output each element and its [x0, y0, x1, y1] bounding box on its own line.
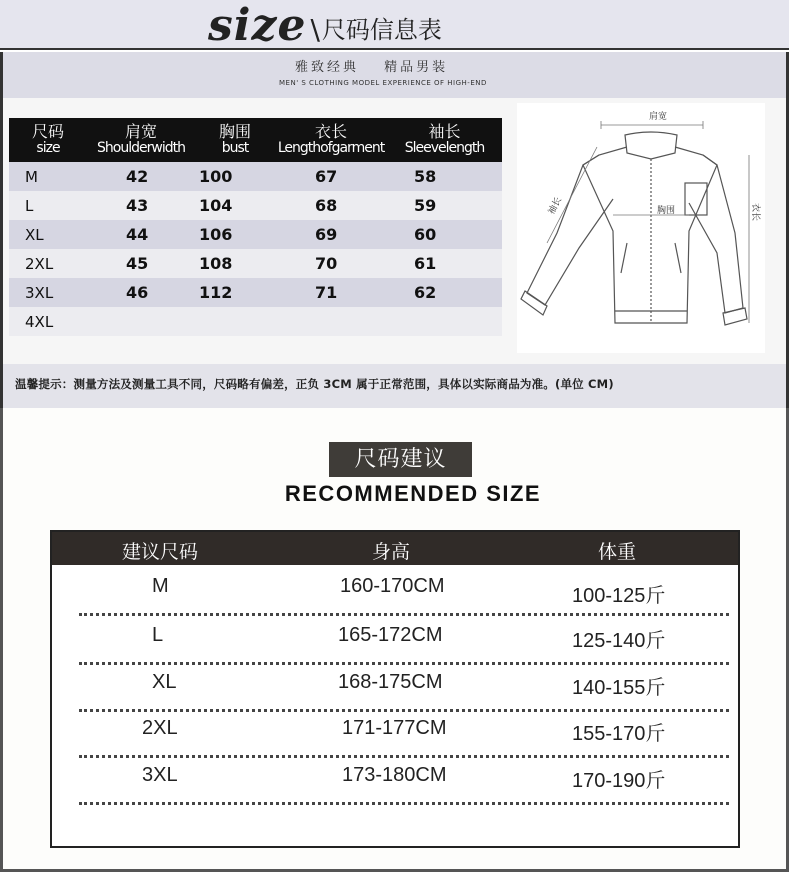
- recommend-table: [50, 530, 740, 848]
- cell-size: 3XL: [25, 283, 54, 302]
- row-divider: [79, 755, 729, 758]
- table-row: [9, 278, 502, 307]
- cell-sleeve: 58: [414, 167, 437, 186]
- cell-shoulder: 46: [126, 283, 149, 302]
- subtitle-banner: [0, 52, 789, 98]
- header-sleeve-cn: 袖长: [428, 122, 461, 141]
- size-table-header: [9, 118, 502, 162]
- cell-size: L: [25, 196, 34, 215]
- table-row: [9, 162, 502, 191]
- cell-weight: 125-140斤: [572, 630, 666, 652]
- cell-bust: 100: [199, 167, 233, 186]
- header-sleeve: [387, 118, 502, 162]
- header-size: [9, 118, 87, 162]
- jacket-illustration: [517, 103, 765, 353]
- header-sleeve-en: Sleevelength: [404, 140, 485, 156]
- title-chinese: 尺码信息表: [321, 16, 442, 44]
- table-row: [52, 717, 738, 763]
- cell-length: 70: [315, 254, 338, 273]
- cell-sleeve: 62: [414, 283, 437, 302]
- cell-length: 71: [315, 283, 338, 302]
- cell-bust: 108: [199, 254, 233, 273]
- cell-size: XL: [152, 671, 177, 693]
- table-row: [9, 191, 502, 220]
- title-banner: [0, 0, 789, 50]
- size-table: [9, 118, 502, 336]
- header-bust-cn: 胸围: [218, 122, 251, 141]
- cell-size: XL: [25, 225, 44, 244]
- cell-height: 168-175CM: [338, 671, 443, 693]
- header-size-en: size: [36, 140, 60, 156]
- notice-banner: [0, 364, 789, 408]
- cell-length: 68: [315, 196, 338, 215]
- cell-size: 3XL: [142, 764, 178, 786]
- table-row: [9, 307, 502, 336]
- table-row: [52, 575, 738, 621]
- title-slash: \: [310, 13, 320, 46]
- header-length-en: Lengthofgarment: [277, 140, 385, 156]
- header-length-cn: 衣长: [314, 122, 347, 141]
- header-bust: [195, 118, 275, 162]
- cell-size: 2XL: [25, 254, 54, 273]
- header-shoulder: [87, 118, 195, 162]
- row-divider: [79, 709, 729, 712]
- cell-size: 4XL: [25, 312, 54, 331]
- cell-sleeve: 60: [414, 225, 437, 244]
- subtitle-chinese: 雅致经典 精品男装: [295, 60, 449, 75]
- header-shoulder-cn: 肩宽: [124, 122, 157, 141]
- size-info-section: [0, 0, 789, 425]
- cell-length: 67: [315, 167, 338, 186]
- cell-height: 160-170CM: [340, 575, 445, 597]
- header-shoulder-en: Shoulderwidth: [97, 140, 185, 156]
- cell-size: L: [152, 624, 164, 646]
- cell-shoulder: 45: [126, 254, 149, 273]
- cell-weight: 155-170斤: [572, 723, 666, 745]
- cell-bust: 106: [199, 225, 233, 244]
- cell-height: 171-177CM: [342, 717, 447, 739]
- cell-length: 69: [315, 225, 338, 244]
- header-recommend-size: 建议尺码: [122, 541, 199, 563]
- cell-weight: 170-190斤: [572, 770, 666, 792]
- recommend-title-english: RECOMMENDED SIZE: [284, 481, 542, 506]
- header-height: 身高: [372, 541, 411, 563]
- cell-bust: 112: [199, 283, 233, 302]
- cell-shoulder: 43: [126, 196, 149, 215]
- cell-sleeve: 61: [414, 254, 437, 273]
- table-row: [52, 671, 738, 717]
- cell-height: 173-180CM: [342, 764, 447, 786]
- cell-size: 2XL: [142, 717, 178, 739]
- header-length: [275, 118, 387, 162]
- row-divider: [79, 662, 729, 665]
- row-divider: [79, 613, 729, 616]
- cell-shoulder: 44: [126, 225, 149, 244]
- cell-size: M: [152, 575, 169, 597]
- header-bust-en: bust: [221, 140, 249, 156]
- table-row: [52, 764, 738, 810]
- recommend-table-header: [52, 532, 738, 565]
- label-bust: 胸围: [657, 206, 676, 216]
- cell-weight: 140-155斤: [572, 677, 666, 699]
- header-weight: 体重: [598, 541, 637, 563]
- header-size-cn: 尺码: [31, 122, 64, 141]
- cell-weight: 100-125斤: [572, 585, 666, 607]
- subtitle-english: MEN' S CLOTHING MODEL EXPERIENCE OF HIGH-END: [279, 79, 487, 87]
- title-size-word: size: [208, 0, 307, 51]
- table-row: [9, 220, 502, 249]
- page-title: [208, 2, 442, 50]
- label-sleeve: 袖长: [546, 195, 565, 217]
- table-row: [9, 249, 502, 278]
- label-shoulder: 肩宽: [649, 112, 668, 122]
- cell-height: 165-172CM: [338, 624, 443, 646]
- recommend-title-chinese: 尺码建议: [329, 442, 472, 477]
- row-divider: [79, 802, 729, 805]
- measurement-notice: 温馨提示：测量方法及测量工具不同，尺码略有偏差，正负 3CM 属于正常范围，具体以实际商品为准。(单位 CM): [15, 377, 614, 391]
- label-length: 衣长: [750, 203, 760, 222]
- cell-sleeve: 59: [414, 196, 437, 215]
- cell-bust: 104: [199, 196, 233, 215]
- cell-shoulder: 42: [126, 167, 149, 186]
- table-row: [52, 624, 738, 670]
- cell-size: M: [25, 167, 38, 186]
- jacket-diagram: [517, 103, 765, 353]
